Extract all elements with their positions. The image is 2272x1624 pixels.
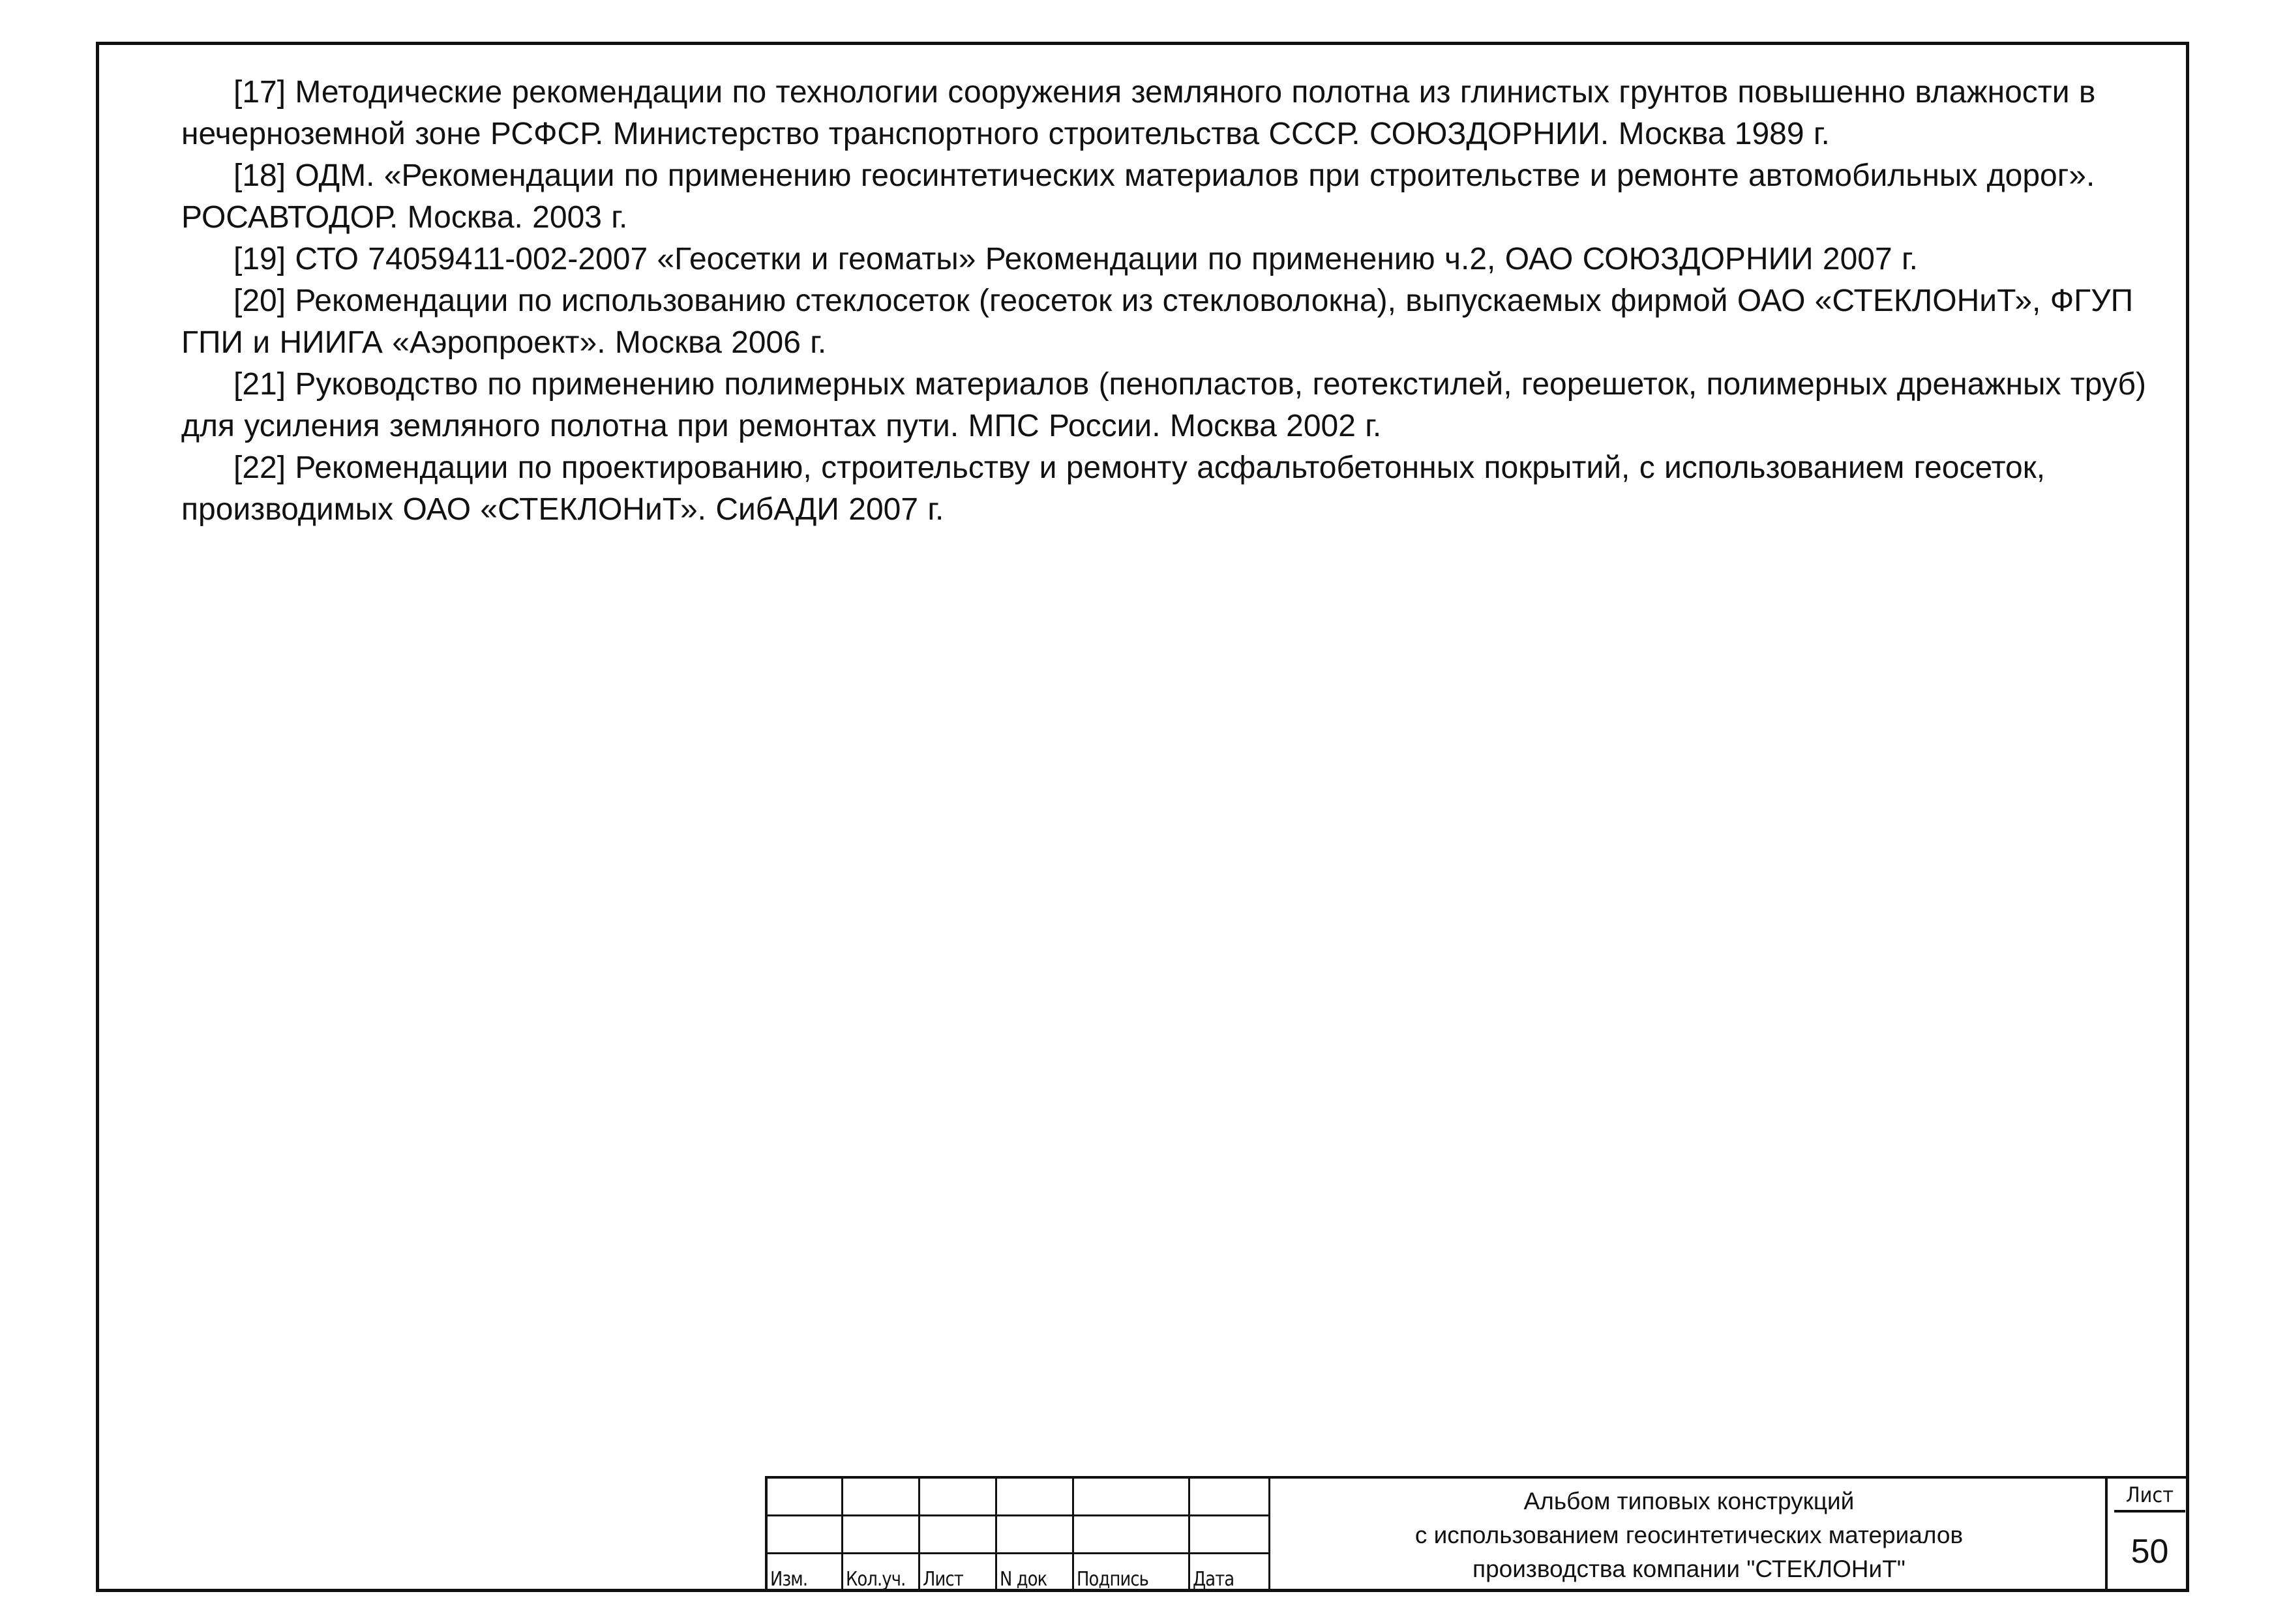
- revision-cell: [768, 1479, 843, 1516]
- column-header-cell: [1190, 1554, 1270, 1592]
- column-header-kol-uch: Кол.уч.: [846, 1568, 906, 1591]
- reference-item: [18] ОДМ. «Рекомендации по применению геосинтетических материалов при строительстве и ремонте автомобильных дорог». РОСАВТОДОР. Москва. 2003 г.: [181, 158, 2095, 235]
- revision-cell: [920, 1516, 997, 1554]
- column-header-list: Лист: [923, 1568, 963, 1591]
- column-header-cell: [1074, 1554, 1190, 1592]
- revision-cell: [1074, 1479, 1190, 1516]
- column-header-n-dok: N док: [1000, 1568, 1047, 1591]
- revision-cell: [1190, 1479, 1270, 1516]
- reference-item: [21] Руководство по применению полимерных материалов (пенопластов, геотекстилей, георешеток, полимерных дренажных труб) для усиления земляного полотна при ремонтах пути. МПС России. Москва 2002 г.: [181, 367, 2146, 443]
- column-header-cell: [997, 1554, 1074, 1592]
- column-header-podpis: Подпись: [1077, 1568, 1149, 1591]
- sheet-label: Лист: [2114, 1479, 2185, 1513]
- sheet-box: [2110, 1479, 2189, 1592]
- revision-cell: [843, 1516, 920, 1554]
- reference-list: [181, 72, 2151, 531]
- document-title: [1273, 1479, 2108, 1592]
- title-line: с использованием геосинтетических материалов: [1414, 1522, 1964, 1548]
- revision-cell: [843, 1479, 920, 1516]
- reference-item: [22] Рекомендации по проектированию, строительству и ремонту асфальтобетонных покрытий, с использованием геосеток, производимых ОАО «СТЕКЛОНиТ». СибАДИ 2007 г.: [181, 450, 2046, 527]
- column-header-izm: Изм.: [770, 1568, 808, 1591]
- revision-cell: [768, 1516, 843, 1554]
- revision-cell: [1190, 1516, 1270, 1554]
- reference-item: [17] Методические рекомендации по технологии сооружения земляного полотна из глинистых грунтов повышенно влажности в нечерноземной зоне РСФСР. Министерство транспортного строительства СССР. СОЮЗДОРНИИ. Москва 1989 г.: [181, 75, 2096, 151]
- revision-cell: [997, 1516, 1074, 1554]
- reference-item: [19] СТО 74059411-002-2007 «Геосетки и геоматы» Рекомендации по применению ч.2, ОАО СОЮЗДОРНИИ 2007 г.: [233, 242, 1919, 276]
- column-header-cell: [920, 1554, 997, 1592]
- column-header-cell: [843, 1554, 920, 1592]
- revision-cell: [920, 1479, 997, 1516]
- revision-table: [768, 1479, 1270, 1592]
- revision-cell: [1074, 1516, 1190, 1554]
- title-block: [765, 1476, 2189, 1592]
- column-header-cell: [768, 1554, 843, 1592]
- reference-item: [20] Рекомендации по использованию стеклосеток (геосеток из стекловолокна), выпускаемых фирмой ОАО «СТЕКЛОНиТ», ФГУП ГПИ и НИИГА «Аэропроект». Москва 2006 г.: [181, 284, 2134, 360]
- column-header-data: Дата: [1193, 1568, 1234, 1591]
- title-line: Альбом типовых конструкций: [1523, 1488, 1855, 1514]
- sheet-number: 50: [2130, 1533, 2169, 1571]
- title-line: производства компании "СТЕКЛОНиТ": [1472, 1556, 1906, 1582]
- revision-cell: [997, 1479, 1074, 1516]
